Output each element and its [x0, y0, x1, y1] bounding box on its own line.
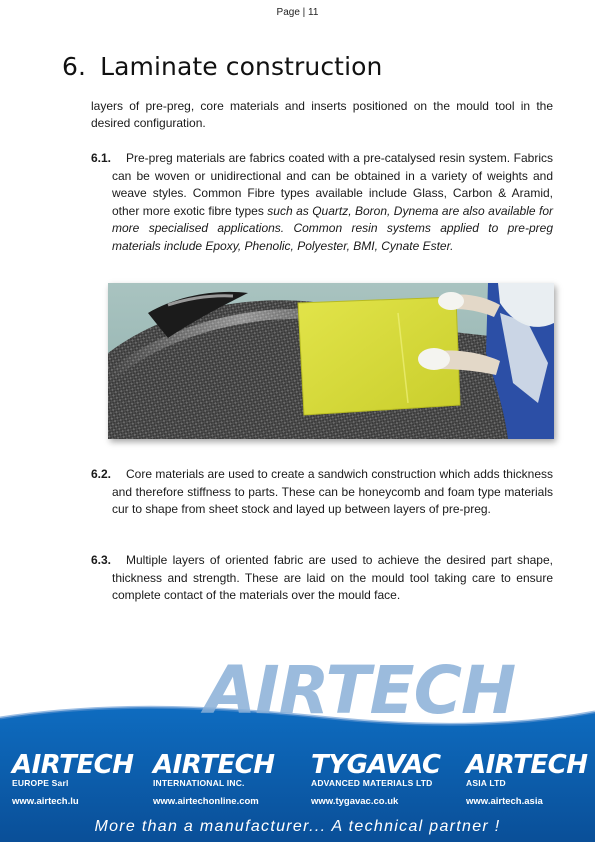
item-label: 6.1. — [91, 151, 112, 165]
airtech-watermark: AIRTECH — [205, 652, 516, 729]
footer-banner — [0, 640, 595, 842]
brand-url[interactable]: www.airtech.asia — [466, 796, 543, 807]
section-title-text: Laminate construction — [100, 52, 383, 81]
brand-subtitle: ADVANCED MATERIALS LTD — [311, 778, 433, 788]
footer-tagline: More than a manufacturer... A technical partner ! — [94, 818, 501, 835]
item-label: 6.2. — [91, 467, 112, 481]
page-number: Page | 11 — [276, 7, 319, 18]
brand-airtech-asia — [466, 752, 588, 807]
brand-subtitle: INTERNATIONAL INC. — [153, 778, 245, 788]
brand-logo: AIRTECH — [12, 750, 134, 780]
brand-url[interactable]: www.airtech.lu — [12, 796, 79, 807]
item-text: Pre-preg materials are fabrics coated with a pre-catalysed resin system. Fabrics can be woven or unidirectional and can be obtained in a variety of weights and weave styles. Common Fibre types available include Glass, Carbon & Aramid, other more exotic fibre types — [112, 151, 553, 218]
item-text: Core materials are used to create a sandwich construction which adds thickness and therefore stiffness to parts. These can be honeycomb and foam type materials cur to shape from sheet stock and layed up between layers of pre-preg. — [112, 467, 553, 517]
brand-subtitle: ASIA LTD — [466, 778, 506, 788]
brand-url[interactable]: www.airtechonline.com — [153, 796, 259, 807]
brand-logo: TYGAVAC — [311, 750, 441, 780]
brand-tygavac — [311, 752, 441, 807]
item-text: Multiple layers of oriented fabric are used to achieve the desired part shape, thickness and strength. These are laid on the mould tool taking care to ensure complete contact of the materials over the mould face. — [112, 553, 553, 603]
brand-airtech-europe — [12, 752, 134, 807]
brand-logo: AIRTECH — [466, 750, 588, 780]
list-item-6-1 — [91, 150, 553, 256]
intro-paragraph: layers of pre-preg, core materials and inserts positioned on the mould tool in the desired configuration. — [91, 99, 553, 130]
brand-subtitle: EUROPE Sarl — [12, 778, 69, 788]
list-item-6-3 — [91, 552, 553, 605]
item-text-italic: such as Quartz, Boron, Dynema are also available for more specialised applications. Common resin systems applied to pre-preg materials include Epoxy, Phenolic, Polyester, BMI, Cynate Ester. — [112, 203, 553, 253]
item-label: 6.3. — [91, 553, 112, 567]
prepreg-layup-photo — [108, 283, 554, 439]
brand-url[interactable]: www.tygavac.co.uk — [311, 796, 399, 807]
brand-airtech-international — [153, 752, 275, 807]
section-number: 6. — [62, 52, 87, 81]
section-title — [62, 52, 382, 81]
list-item-6-2 — [91, 466, 553, 519]
brand-logo: AIRTECH — [153, 750, 275, 780]
